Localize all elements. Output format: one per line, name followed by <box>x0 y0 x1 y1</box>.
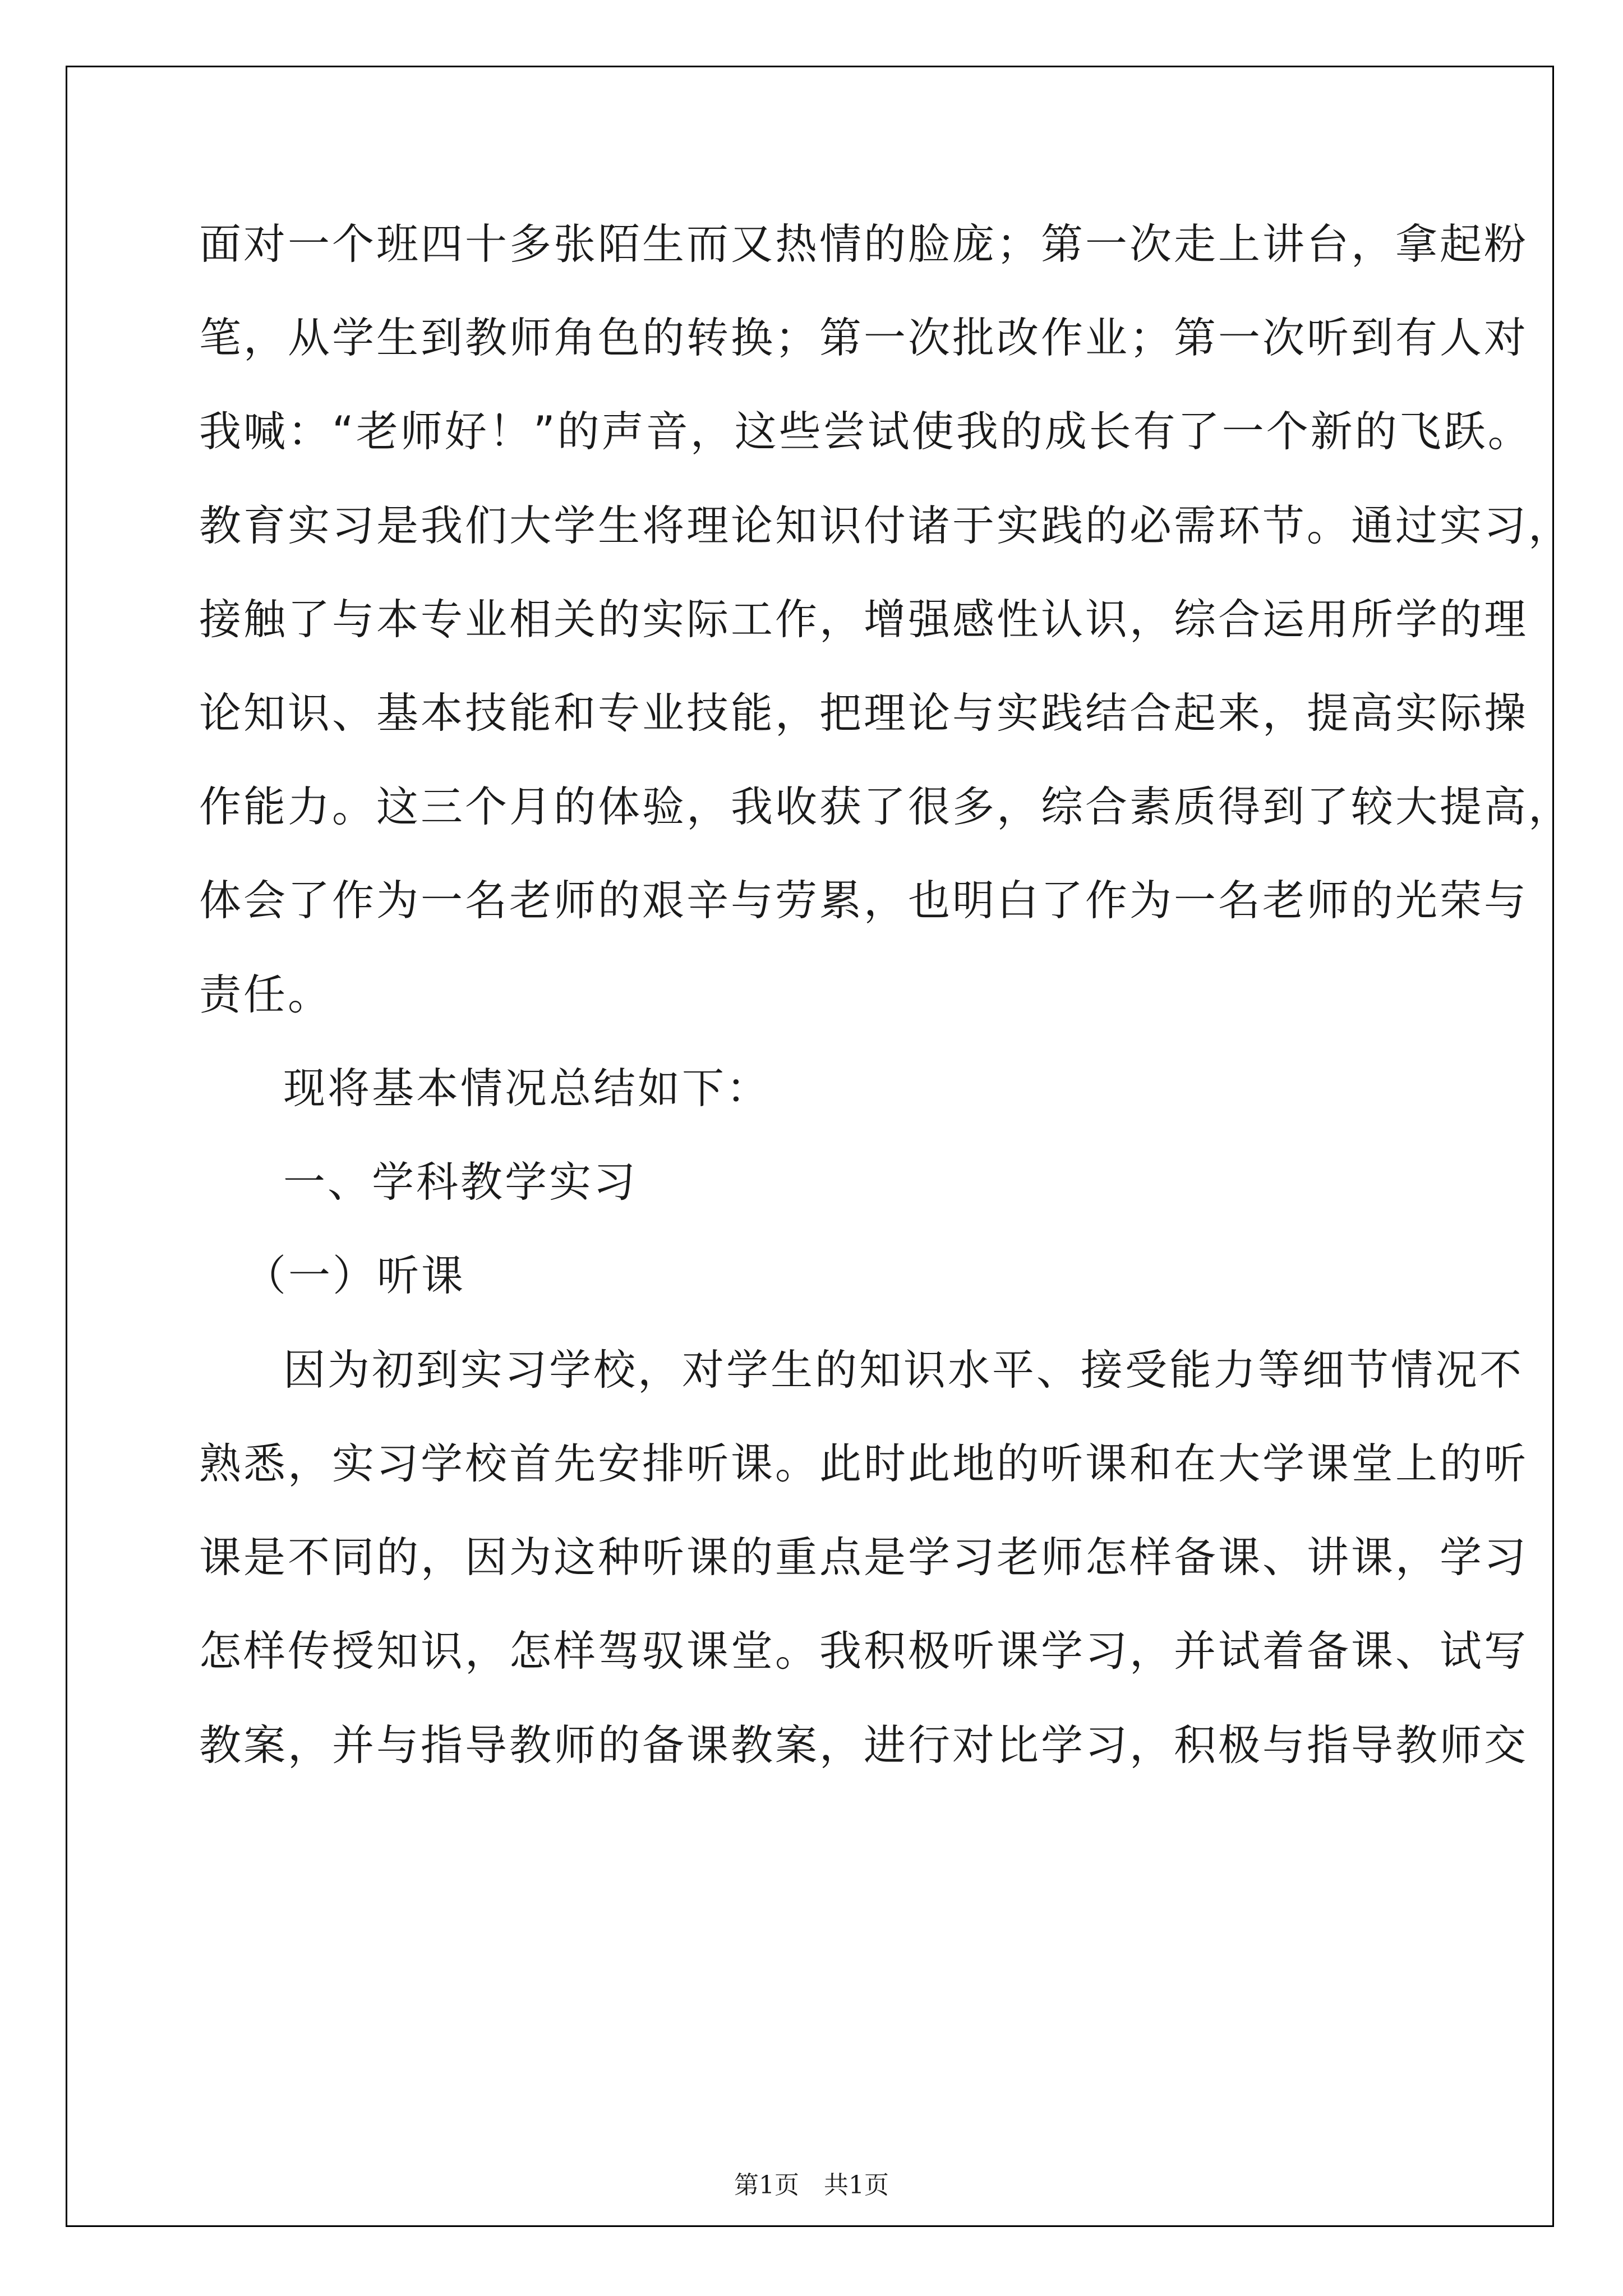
body-line: 责任。 <box>199 970 333 1019</box>
body-line: 熟悉，实习学校首先安排听课。此时此地的听课和在大学课堂上的听 <box>199 1439 1529 1488</box>
paragraph-line: 因为初到实习学校，对学生的知识水平、接受能力等细节情况不 <box>283 1345 1524 1395</box>
body-line: 论知识、基本技能和专业技能，把理论与实践结合起来，提高实际操 <box>199 688 1529 738</box>
page-number: 第1页 共1页 <box>734 2171 889 2200</box>
body-line: 体会了作为一名老师的艰辛与劳累，也明白了作为一名老师的光荣与 <box>199 876 1529 925</box>
body-line: 教育实习是我们大学生将理论知识付诸于实践的必需环节。通过实习， <box>199 501 1573 550</box>
body-line: 笔，从学生到教师角色的转换；第一次批改作业；第一次听到有人对 <box>199 313 1529 362</box>
body-line: 作能力。这三个月的体验，我收获了很多，综合素质得到了较大提高， <box>199 782 1573 831</box>
body-line: 课是不同的，因为这种听课的重点是学习老师怎样备课、讲课，学习 <box>199 1533 1529 1582</box>
body-line: 怎样传授知识，怎样驾驭课堂。我积极听课学习，并试着备课、试写 <box>199 1626 1529 1676</box>
paragraph-line: 现将基本情况总结如下： <box>283 1064 771 1113</box>
page-border <box>66 66 1554 2227</box>
body-line: 教案，并与指导教师的备课教案，进行对比学习，积极与指导教师交 <box>199 1720 1529 1770</box>
body-line: 面对一个班四十多张陌生而又热情的脸庞；第一次走上讲台，拿起粉 <box>199 219 1529 269</box>
section-heading: 一、学科教学实习 <box>283 1157 638 1207</box>
body-line: 我喊：“老师好！”的声音，这些尝试使我的成长有了一个新的飞跃。 <box>199 407 1532 456</box>
body-line: 接触了与本专业相关的实际工作，增强感性认识，综合运用所学的理 <box>199 595 1529 644</box>
subsection-heading: （一）听课 <box>244 1251 466 1300</box>
